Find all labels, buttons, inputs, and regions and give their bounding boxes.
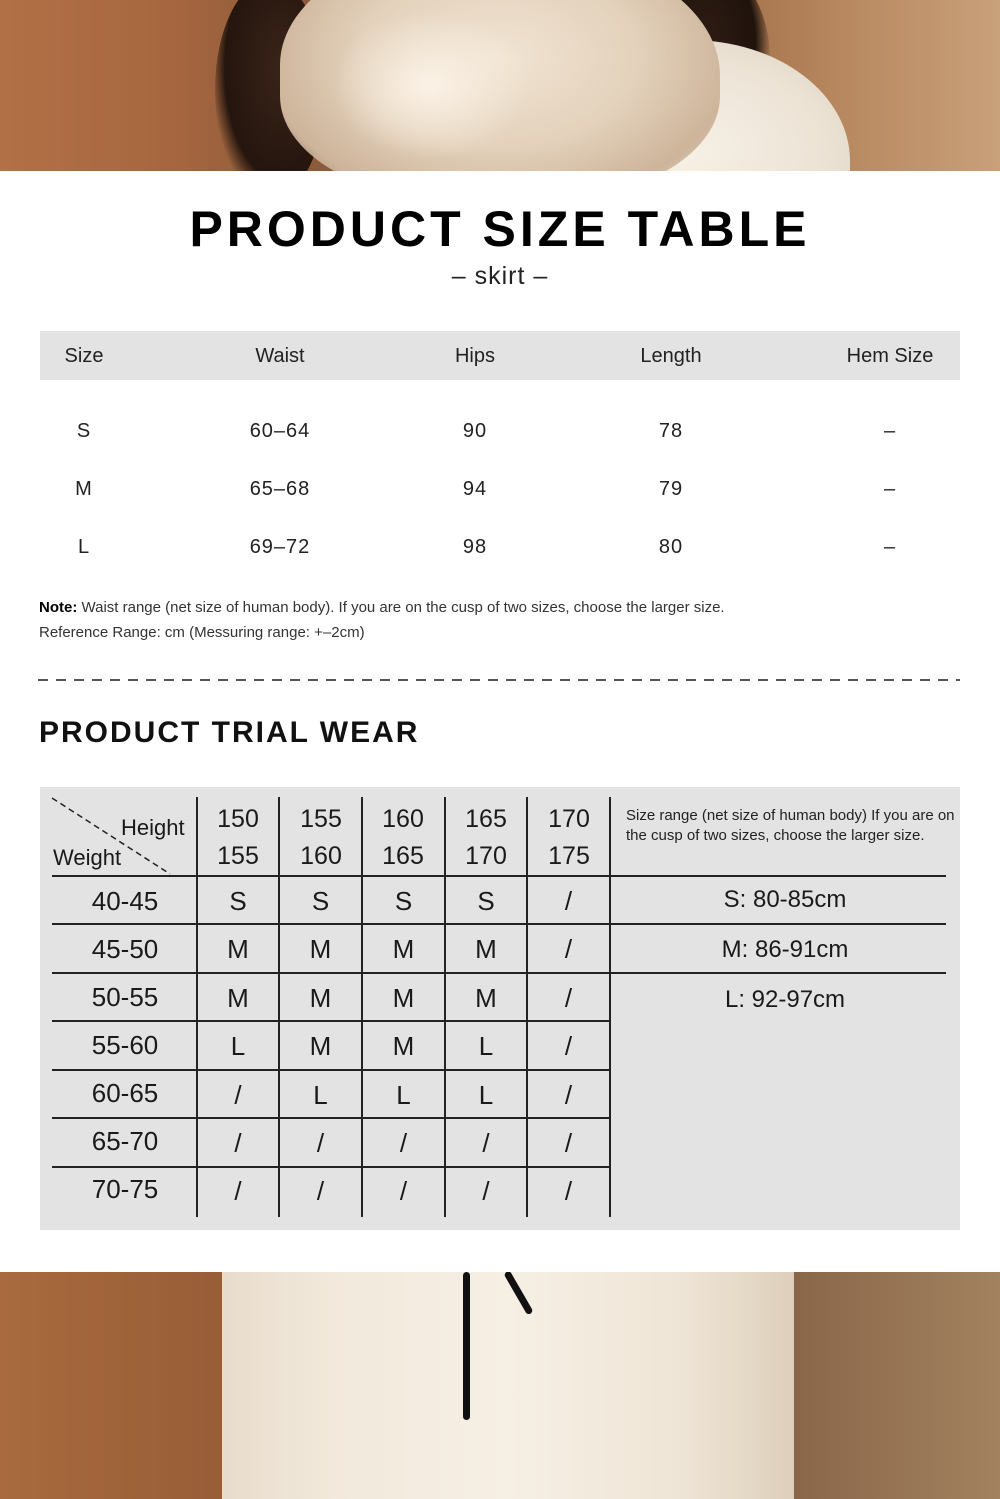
grid-cell: M xyxy=(392,983,415,1013)
grid-cell: M xyxy=(227,983,249,1013)
bottom-product-photo xyxy=(0,1272,1000,1499)
grid-cell: S xyxy=(229,886,247,916)
header-hips: Hips xyxy=(454,345,495,367)
grid-line xyxy=(52,1069,610,1071)
grid-cell: L xyxy=(230,1031,246,1061)
grid-line xyxy=(52,875,946,877)
grid-cell: / xyxy=(482,1128,490,1158)
grid-cell: S xyxy=(477,886,495,916)
size-table-header xyxy=(40,331,960,380)
weight-label: 40-45 xyxy=(91,886,159,916)
grid-cell: / xyxy=(564,1080,573,1110)
corner-weight-label: Weight xyxy=(53,845,122,870)
grid-cell: L xyxy=(396,1080,411,1110)
grid-cell: M xyxy=(309,983,332,1013)
height-header: 170 175 xyxy=(548,805,590,870)
size-range-l: L: 92-97cm xyxy=(724,986,846,1013)
grid-cell: / xyxy=(316,1176,325,1206)
grid-cell: S xyxy=(311,886,330,916)
grid-cell: / xyxy=(564,934,573,964)
height-header: 155 160 xyxy=(300,805,342,870)
header-hem-size: Hem Size xyxy=(846,345,934,367)
note-label: Note: xyxy=(39,599,78,616)
grid-cell: / xyxy=(399,1128,408,1158)
grid-cell: / xyxy=(564,1128,573,1158)
grid-cell: L xyxy=(478,1080,494,1110)
grid-line xyxy=(52,972,946,974)
weight-label: 65-70 xyxy=(91,1126,159,1156)
weight-label: 70-75 xyxy=(91,1174,159,1204)
size-note xyxy=(39,595,725,645)
grid-cell: / xyxy=(564,1176,573,1206)
grid-cell: M xyxy=(309,1031,332,1061)
grid-cell: / xyxy=(234,1080,242,1110)
grid-cell: / xyxy=(234,1176,242,1206)
table-cell: 65–68 xyxy=(249,478,311,500)
table-cell: 79 xyxy=(658,478,684,500)
size-table-subtitle: – skirt – xyxy=(451,262,549,290)
grid-cell: M xyxy=(475,934,497,964)
weight-label: 50-55 xyxy=(91,982,159,1012)
height-header: 150 155 xyxy=(217,805,259,870)
height-header: 160 165 xyxy=(382,805,424,870)
grid-cell: M xyxy=(392,934,415,964)
size-table-title: PRODUCT SIZE TABLE xyxy=(189,201,811,257)
grid-line xyxy=(52,923,946,925)
table-cell: 60–64 xyxy=(249,420,311,442)
weight-label: 55-60 xyxy=(91,1030,159,1060)
grid-cell: S xyxy=(394,886,413,916)
grid-cell: M xyxy=(309,934,332,964)
grid-line xyxy=(52,1020,610,1022)
size-range-m: M: 86-91cm xyxy=(721,936,849,963)
table-cell: 69–72 xyxy=(249,536,311,558)
grid-line xyxy=(52,1117,610,1119)
weight-label: 60-65 xyxy=(91,1078,159,1108)
height-header: 165 170 xyxy=(465,805,507,870)
table-cell: 80 xyxy=(658,536,684,558)
grid-cell: / xyxy=(482,1176,490,1206)
section-divider xyxy=(38,679,960,681)
table-cell: 98 xyxy=(462,536,488,558)
grid-cell: L xyxy=(313,1080,328,1110)
grid-cell: / xyxy=(564,983,573,1013)
corner-height-label: Height xyxy=(121,815,185,840)
grid-cell: L xyxy=(478,1031,494,1061)
table-cell: 90 xyxy=(462,420,488,442)
reference-range: Reference Range: cm (Messuring range: +–2cm) xyxy=(39,624,365,641)
table-cell: M xyxy=(75,478,93,500)
weight-label: 45-50 xyxy=(91,934,159,964)
size-range-s: S: 80-85cm xyxy=(723,886,847,913)
table-cell: – xyxy=(883,420,897,442)
grid-cell: / xyxy=(234,1128,242,1158)
table-cell: S xyxy=(76,420,92,442)
note-text: Waist range (net size of human body). If you are on the cusp of two sizes, choose the larger size. xyxy=(77,599,725,616)
table-cell: L xyxy=(77,536,91,558)
grid-cell: / xyxy=(564,886,573,916)
grid-line xyxy=(52,1166,610,1168)
trial-wear-title: PRODUCT TRIAL WEAR xyxy=(39,716,420,749)
header-waist: Waist xyxy=(255,345,305,367)
table-cell: 78 xyxy=(658,420,684,442)
grid-cell: M xyxy=(475,983,497,1013)
grid-cell: M xyxy=(227,934,249,964)
header-size: Size xyxy=(64,345,104,367)
size-range-note: Size range (net size of human body) If you are on the cusp of two sizes, choose the larger size. xyxy=(626,807,955,844)
header-length: Length xyxy=(640,345,702,367)
table-cell: – xyxy=(883,536,897,558)
grid-cell: / xyxy=(564,1031,573,1061)
table-cell: – xyxy=(883,478,897,500)
top-product-photo xyxy=(0,0,1000,171)
grid-cell: / xyxy=(399,1176,408,1206)
grid-line xyxy=(609,797,611,1217)
grid-cell: / xyxy=(316,1128,325,1158)
table-cell: 94 xyxy=(462,478,488,500)
grid-cell: M xyxy=(392,1031,415,1061)
